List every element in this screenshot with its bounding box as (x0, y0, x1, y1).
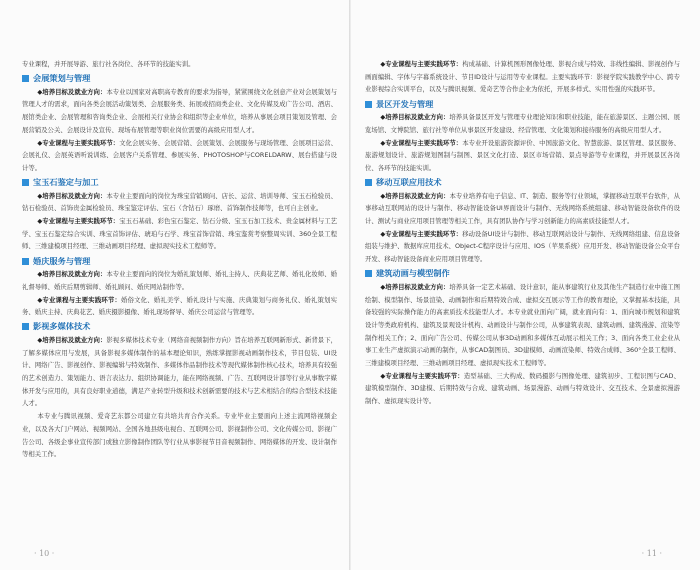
page-number: · 11 · (641, 549, 662, 558)
square-bullet-icon (22, 323, 29, 330)
left-page (0, 0, 349, 570)
square-bullet-icon (365, 179, 372, 186)
paragraph: ◆培养目标及就业方向：影视多媒体技术专业（网络音视频制作方向）旨在培养互联网新形式、新背景下，了解多媒体应用与发展，具备影视多媒体制作的基本理论知识，熟练掌握影视动画制作技术，节目包装、UI设计、网络广告、影视创作、影视编辑与特效制作、多媒体作品制作技术等现代媒体制作核心技术，培养具有较强的艺术创造力、策划能力、语言表达力、组织协调能力，能在网络视频、广告、互联网设计部等行业从事数字媒体开发与应用的，具有良好职业道德，满足产业转型升级和技术创新需要的技术与艺术相结合的综合型技术技能人才。 (22, 335, 337, 408)
paragraph: ◆专业课程与主要实践环节：本专业开设旅游资源评价、中国旅游文化、智慧旅游、景区管理、景区服务、旅游规划设计、旅游规划图制与制图、景区文化打造、景区市场营销、景点导游等专业课程，并开展景区各岗位、各环节的技能实训。 (365, 138, 681, 172)
section-heading-mobile: 移动互联应用技术 (365, 176, 680, 190)
square-bullet-icon (22, 75, 29, 82)
paragraph: ◆培养目标及就业方向：培养具备一定艺术基础、设计意识，能从事建筑行业及其他生产制造行业中施工图绘制、模型制作、场景渲染、动画制作和后期特效合成、虚拟交互展示等工作的教育理论，又掌握基本技能，具备较强的实际操作能力的高素质技术技能型人才。本专业就业面向广阔，就业面向有：1、面向城市规划和建筑设计等类政府机构、建筑及景观设计机构、动画设计与制作公司，从事建筑表现、建筑动画、建筑漫游、渲染等制作相关工作；2、面向广告公司、传媒公司从事3D动画和多媒体互动展示相关工作；3、面向各类工业企业从事工业生产虚拟演示动画的制作，从事CAD制图员、3D建模师、动画渲染师、特效合成师、360°全景工程师、三维建模项目经理、三维动画项目经理、虚拟现实技术工程师等。 (365, 282, 680, 368)
section-heading-multimedia: 影视多媒体技术 (22, 320, 337, 334)
paragraph: ◆培养目标及就业方向：培养具备景区开发与管理专业理论知识和职业技能，能在旅游景区、主题公园、展览场馆、文博院馆、旅行社等单位从事景区开发建设、经营管理、文化策划和接待服务的高级应用型人才。 (365, 113, 680, 134)
paragraph: ◆专业课程与主要实践环节：造型基础、三大构成、数码摄影与图像处理、建筑初步、工程识图与CAD、建筑模型制作、3D建模、后期特效与合成、建筑动画、场景漫游、动画与特效设计、交互技术、全景虚拟漫游制作、虚拟现实设计等。 (365, 371, 680, 406)
square-bullet-icon (22, 258, 29, 265)
paragraph: ◆专业课程与主要实践环节：移动设备UI设计与制作、移动互联网站设计与制作、无线网络组建、信息设备组装与维护、数据库应用技术、Object-C程序设计与应用、IOS（苹果系统）应用开发、移动智能设备公众平台开发、移动智能设备商业应用项目管理等。 (365, 229, 680, 264)
square-bullet-icon (365, 270, 372, 277)
section-heading-scenic: 景区开发与管理 (365, 97, 680, 111)
paragraph: 本专业与腾讯视频、爱奇艺东都公司建立有共培共育合作关系。专业毕业主要面向上述主流网络视频企业，以及各大门户网站、视频网站、全国各地县级电视台、互联网公司、影视制作公司、文化传媒公司、影视广告公司、各级企事业宣传部门或独立影像制作团队等行业从事影视节目音视频制作、网络媒体的开发、设计制作等相关工作。 (22, 412, 337, 459)
paragraph: ◆专业课程与主要实践环节：文化会展实务、会展营销、会展策划、会展服务与现场管理、会展项目运营、会展礼仪、会展英语听说训练、会展客户关系管理、参展实务、PHOTOSHOP与CORELDARW、展台搭建与设计等。 (22, 138, 338, 172)
paragraph: ◆培养目标及就业方向：本专业培养有电子信息、IT、制造、服务等行业领域，掌握移动互联平台软件，从事移动互联网站的设计与制作、移动智能设备UI界面设计与制作、无线网络系统组建、移动智能设备软件的设计、测试与商业应用项目管理等相关工作，具有团队协作与学习创新能力的高素质技能型人才。 (365, 191, 680, 226)
right-intro: ◆专业课程与主要实践环节：构成基础、计算机图形图像处理、影视合成与特效、非线性编辑、影视创作与画面编辑、字体与字幕系统设计、节目ID设计与运用等专业课程。主要实践环节：影视学院实践教学中心、跨专业影视综合实训平台，以及与腾讯视频、爱奇艺等合作企业为依托，开展多样式、实用性强的实践环节。 (365, 60, 681, 94)
section-heading-exhibition: 会展策划与管理 (22, 72, 337, 86)
square-bullet-icon (365, 101, 372, 108)
right-page (351, 0, 700, 570)
paragraph: ◆培养目标及就业方向：本专业以国家对高职高专教育的要求为指导，紧紧围绕文化创意产业对会展策划与管理人才的需求，面向各类会展活动策划类、会展服务类、拓展或招商类企业、文化传媒及成广告公司、酒店、展馆类企业、会展管理和咨询类企业、会展相关行业协会和组织等企业单位，培养从事展会项目策划及管理、会展营销及公关、会展设计及宣传、现场布展管理等职业岗位需要的高级应用型人才。 (22, 87, 337, 134)
paragraph: ◆专业课程与主要实践环节：宝玉石基础、彩色宝石鉴定、钻石分级、宝玉石加工技术、贵金属材料与工艺学、宝玉石鉴定综合实训、珠宝首饰评估、琥珀与石学、珠宝首饰营销、珠宝鉴赏考察整周实训、360全景工程师、三维建模项目经理、三维动画项目经理、虚拟现实技术工程师等。 (22, 217, 338, 251)
paragraph: ◆专业课程与主要实践环节：婚俗文化、婚礼美学、婚礼设计与实施、庆典策划与商务礼仪、婚礼策划实务、婚庆主持、庆典花艺、婚庆摄影摄像、婚礼现场督导、婚庆公司运营与管理等。 (22, 295, 337, 317)
square-bullet-icon (22, 179, 29, 186)
left-intro: 专业课程，并开展导游、旅行社各岗位、各环节的技能实训。 (22, 60, 195, 68)
paragraph: ◆培养目标及就业方向：本专业主要面向的岗位为婚礼策划师、婚礼主持人、庆典花艺师、婚礼化妆师、婚礼督导师、婚庆后期剪辑师、婚礼顾问、婚庆网站制作等。 (22, 270, 337, 291)
page-number: · 10 · (34, 549, 55, 558)
section-heading-wedding: 婚庆服务与管理 (22, 254, 337, 268)
section-heading-architecture: 建筑动画与模型制作 (365, 267, 680, 281)
section-heading-gemstone: 宝玉石鉴定与加工 (22, 176, 337, 190)
paragraph: ◆培养目标及就业方向：本专业主要面向的岗位为珠宝营销顾问、店长、运营、培训导师、宝玉石检验员、钻石检验员、首饰贵金属检验员、珠宝鉴定评估、宝石（含钻石）琢磨、首饰制作技师等，也可自主创业。 (22, 191, 337, 213)
